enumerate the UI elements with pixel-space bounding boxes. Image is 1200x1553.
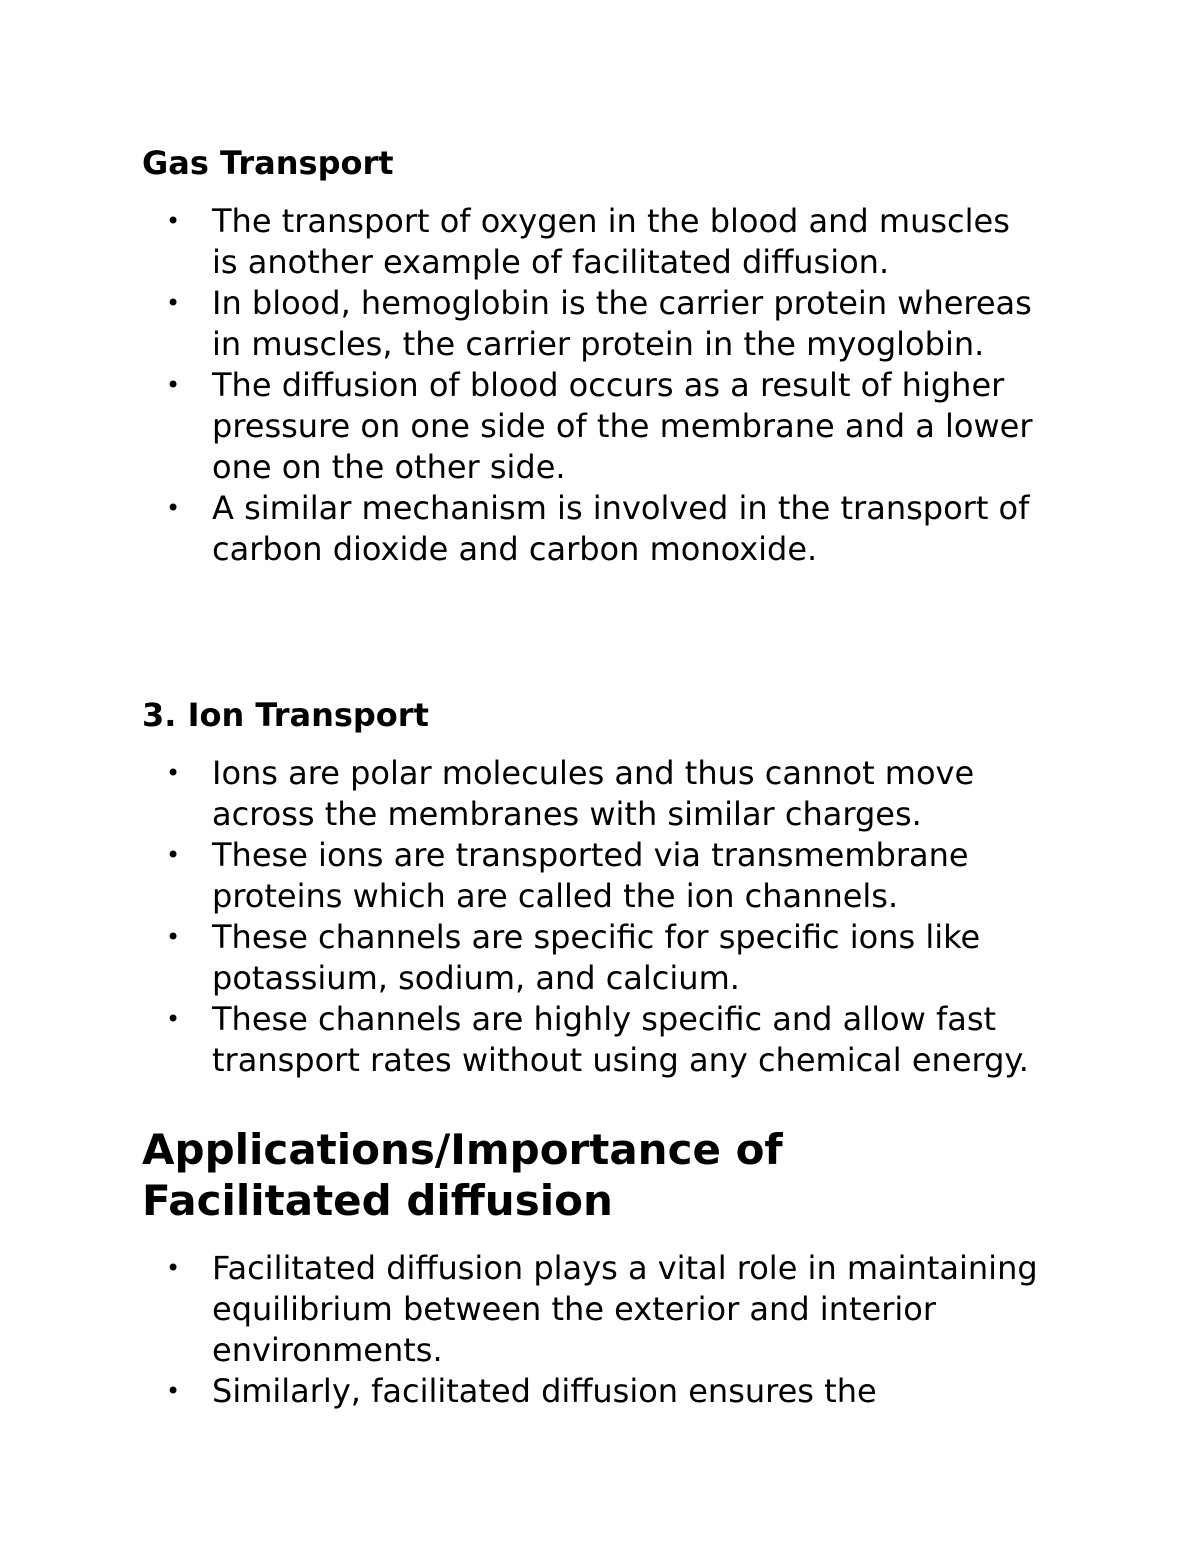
list-item: • A similar mechanism is involved in the transport of carbon dioxide and carbon monoxide. — [166, 489, 1030, 568]
bullet-icon: • — [166, 494, 181, 522]
bullet-icon: • — [166, 207, 181, 235]
bullet-icon: • — [166, 371, 181, 399]
list-item: • These channels are specific for specific ions like potassium, sodium, and calcium. — [166, 918, 981, 997]
gas-transport-heading: Gas Transport — [142, 144, 394, 182]
list-item: • Similarly, facilitated diffusion ensures the — [166, 1372, 877, 1410]
list-item: • The transport of oxygen in the blood and muscles is another example of facilitated diffusion. — [166, 202, 1010, 281]
gas-transport-section — [142, 143, 1072, 570]
applications-heading: Applications/Importance of Facilitated diffusion — [142, 1125, 783, 1225]
ion-transport-list — [142, 753, 1072, 1081]
gas-transport-list — [142, 201, 1042, 570]
bullet-icon: • — [166, 1377, 181, 1405]
bullet-icon: • — [166, 289, 181, 317]
list-item: • Ions are polar molecules and thus cannot move across the membranes with similar charges. — [166, 754, 975, 833]
list-item: • Facilitated diffusion plays a vital role in maintaining equilibrium between the exterior and interior environments. — [166, 1249, 1038, 1369]
bullet-icon: • — [166, 1254, 181, 1282]
list-item: • In blood, hemoglobin is the carrier protein whereas in muscles, the carrier protein in the myoglobin. — [166, 284, 1032, 363]
ion-transport-heading: 3. Ion Transport — [142, 696, 429, 734]
applications-section — [142, 1124, 1072, 1412]
list-item: • These channels are highly specific and allow fast transport rates without using any chemical energy. — [166, 1000, 1029, 1079]
bullet-icon: • — [166, 1005, 181, 1033]
bullet-icon: • — [166, 841, 181, 869]
list-item: • The diffusion of blood occurs as a result of higher pressure on one side of the membrane and a lower one on the other side. — [166, 366, 1033, 486]
ion-transport-section — [142, 695, 1072, 1081]
list-item: • These ions are transported via transmembrane proteins which are called the ion channels. — [166, 836, 969, 915]
bullet-icon: • — [166, 923, 181, 951]
bullet-icon: • — [166, 759, 181, 787]
applications-list — [142, 1248, 1042, 1412]
